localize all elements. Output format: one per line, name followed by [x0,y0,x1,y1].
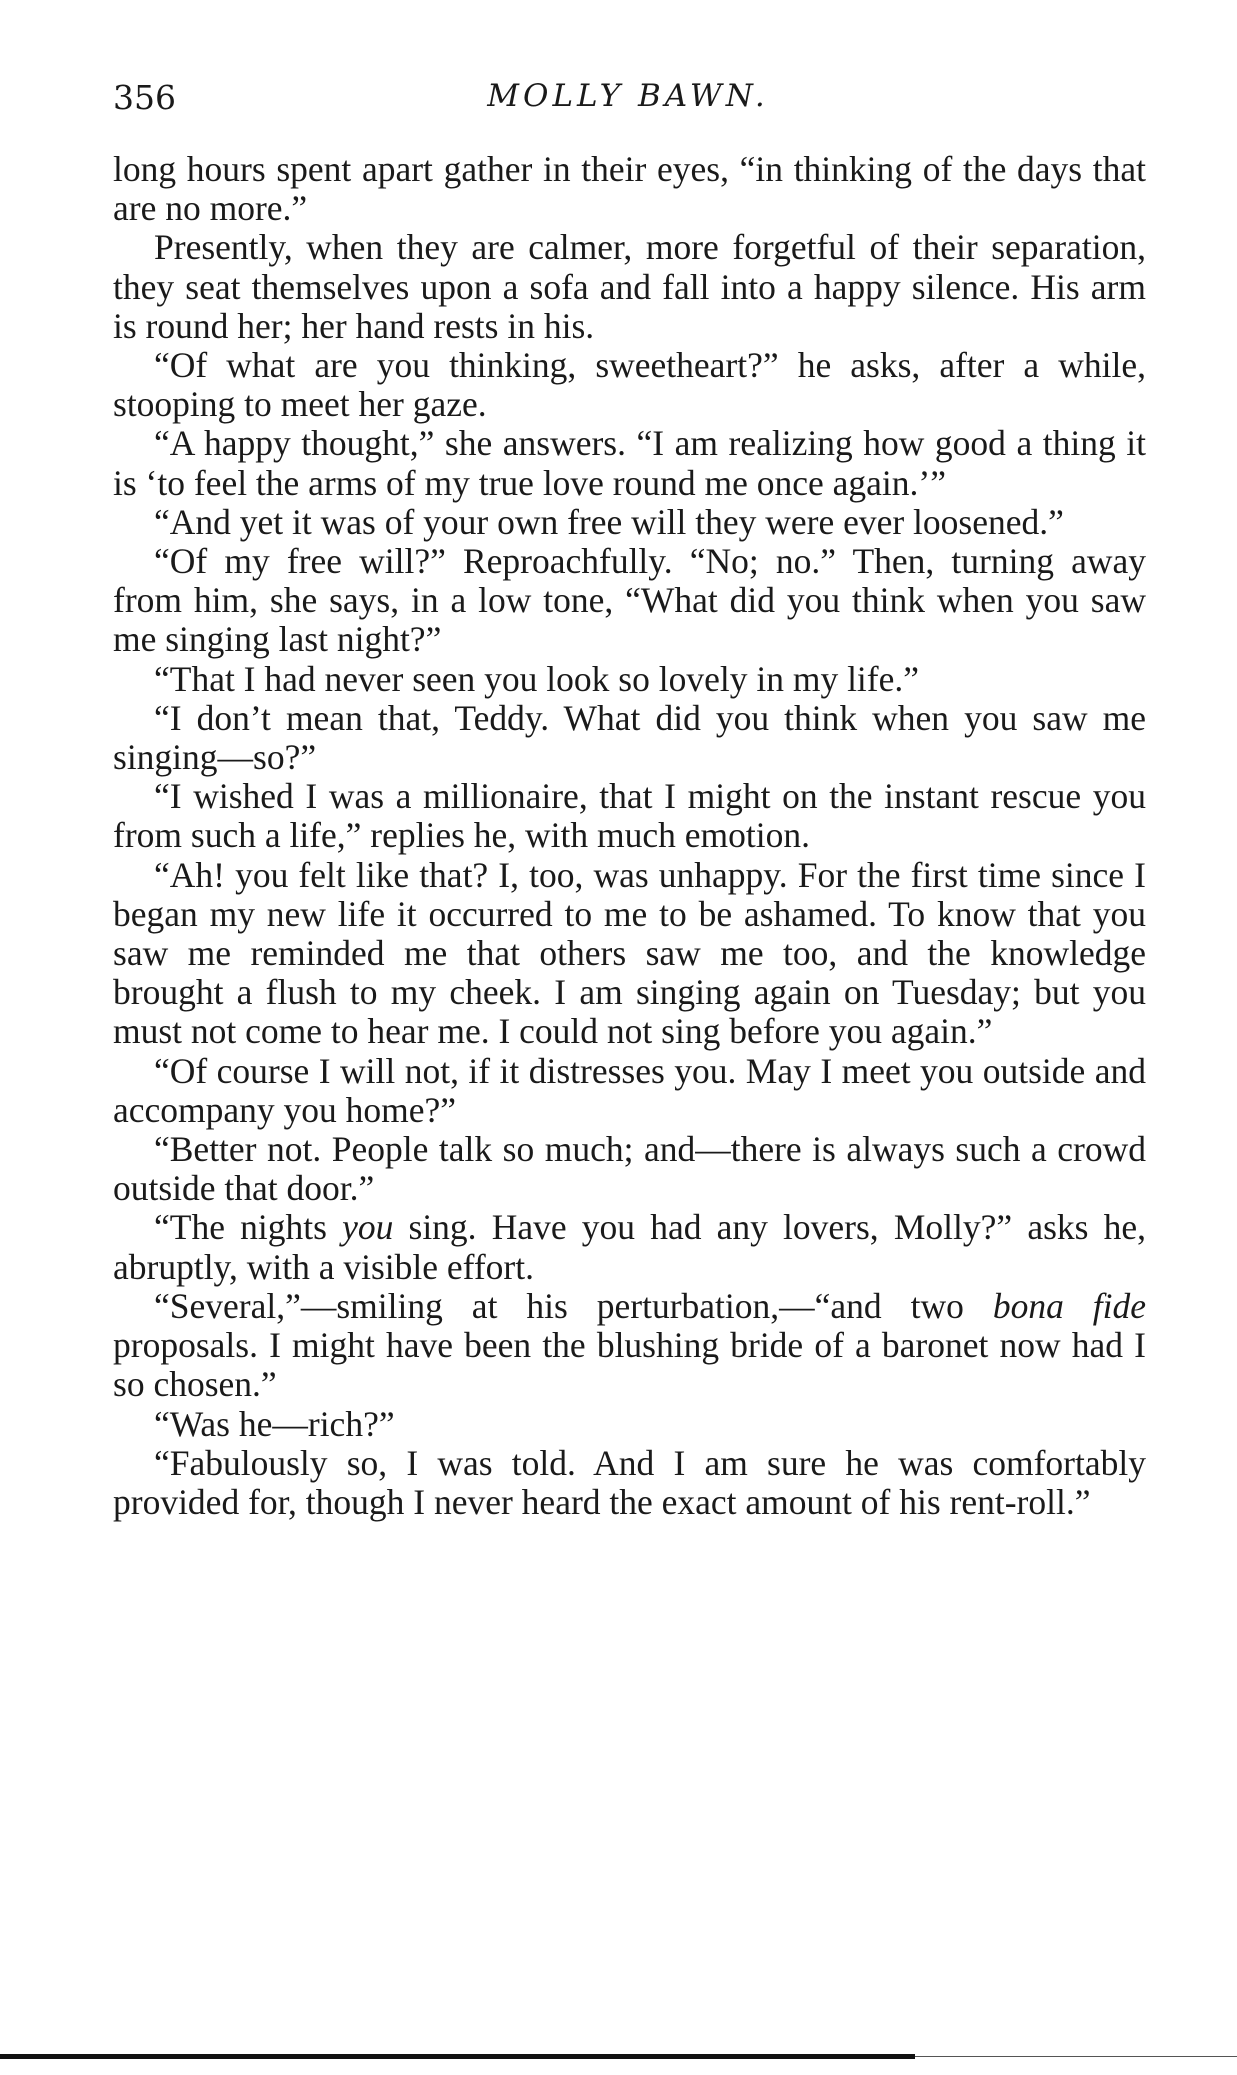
text-run: long hours spent apart gather in their eyes, “in thinking of the days that are no more.” [113,149,1146,229]
bottom-rule [0,2054,915,2059]
text-run: “Ah! you felt like that? I, too, was unhappy. For the first time since I began my new life it occurred to me to be ashamed. To know that you saw me reminded me that others saw me too, and the knowledge brought a flush to my cheek. I am singing again on Tuesday; but you must not come to hear me. I could not sing before you again.” [113,854,1146,1052]
paragraph [113,424,1146,502]
paragraph [113,1130,1146,1208]
text-run: “The nights [154,1207,343,1248]
text-run: “I don’t mean that, Teddy. What did you think when you saw me singing—so?” [113,697,1146,778]
paragraph [113,346,1146,424]
page-number: 356 [113,78,176,117]
paragraph [113,1444,1146,1522]
paragraph [113,1405,1146,1444]
text-run: “Several,”—smiling at his perturbation,—“and two [154,1285,993,1326]
paragraph-continuation [113,150,1146,228]
text-run: “I wished I was a millionaire, that I might on the instant rescue you from such a life,” replies he, with much emotion. [113,776,1146,856]
paragraph [113,1052,1146,1130]
text-run: “Of my free will?” Reproachfully. “No; no.” Then, turning away from him, she says, in a low tone, “What did you think when you saw me singing last night?” [113,541,1146,660]
running-title: MOLLY BAWN. [487,78,769,114]
text-run: proposals. I might have been the blushing bride of a baronet now had I so chosen.” [113,1325,1146,1405]
italic-text: you [342,1207,394,1248]
paragraph [113,1287,1146,1405]
text-run: “Of course I will not, if it distresses you. May I meet you outside and accompany you home?” [113,1050,1146,1130]
page-header [113,78,1143,128]
text-run: “A happy thought,” she answers. “I am realizing how good a thing it is ‘to feel the arms of my true love round me once again.’” [113,423,1146,503]
text-run: sing. Have you had any lovers, Molly?” asks he, abruptly, with a visible effort. [113,1207,1146,1287]
bottom-rule-thin [915,2056,1237,2057]
text-run: “And yet it was of your own free will they were ever loosened.” [154,501,1064,542]
paragraph [113,542,1146,660]
paragraph [113,503,1146,542]
paragraph [113,660,1146,699]
body-text [113,150,1146,1522]
text-run: “Better not. People talk so much; and—there is always such a crowd outside that door.” [113,1129,1146,1209]
text-run: “Was he—rich?” [154,1403,395,1444]
paragraph [113,699,1146,777]
paragraph [113,777,1146,855]
paragraph [113,228,1146,346]
italic-text: bona fide [992,1285,1146,1326]
text-run: Presently, when they are calmer, more forgetful of their separation, they seat themselves upon a sofa and fall into a happy silence. His arm is round her; her hand rests in his. [113,227,1146,346]
text-run: “That I had never seen you look so lovely in my life.” [154,658,920,699]
text-run: “Of what are you thinking, sweetheart?” he asks, after a while, stooping to meet her gaze. [113,345,1146,425]
paragraph [113,1208,1146,1286]
paragraph [113,856,1146,1052]
text-run: “Fabulously so, I was told. And I am sure he was comfortably provided for, though I never heard the exact amount of his rent-roll.” [113,1442,1146,1522]
